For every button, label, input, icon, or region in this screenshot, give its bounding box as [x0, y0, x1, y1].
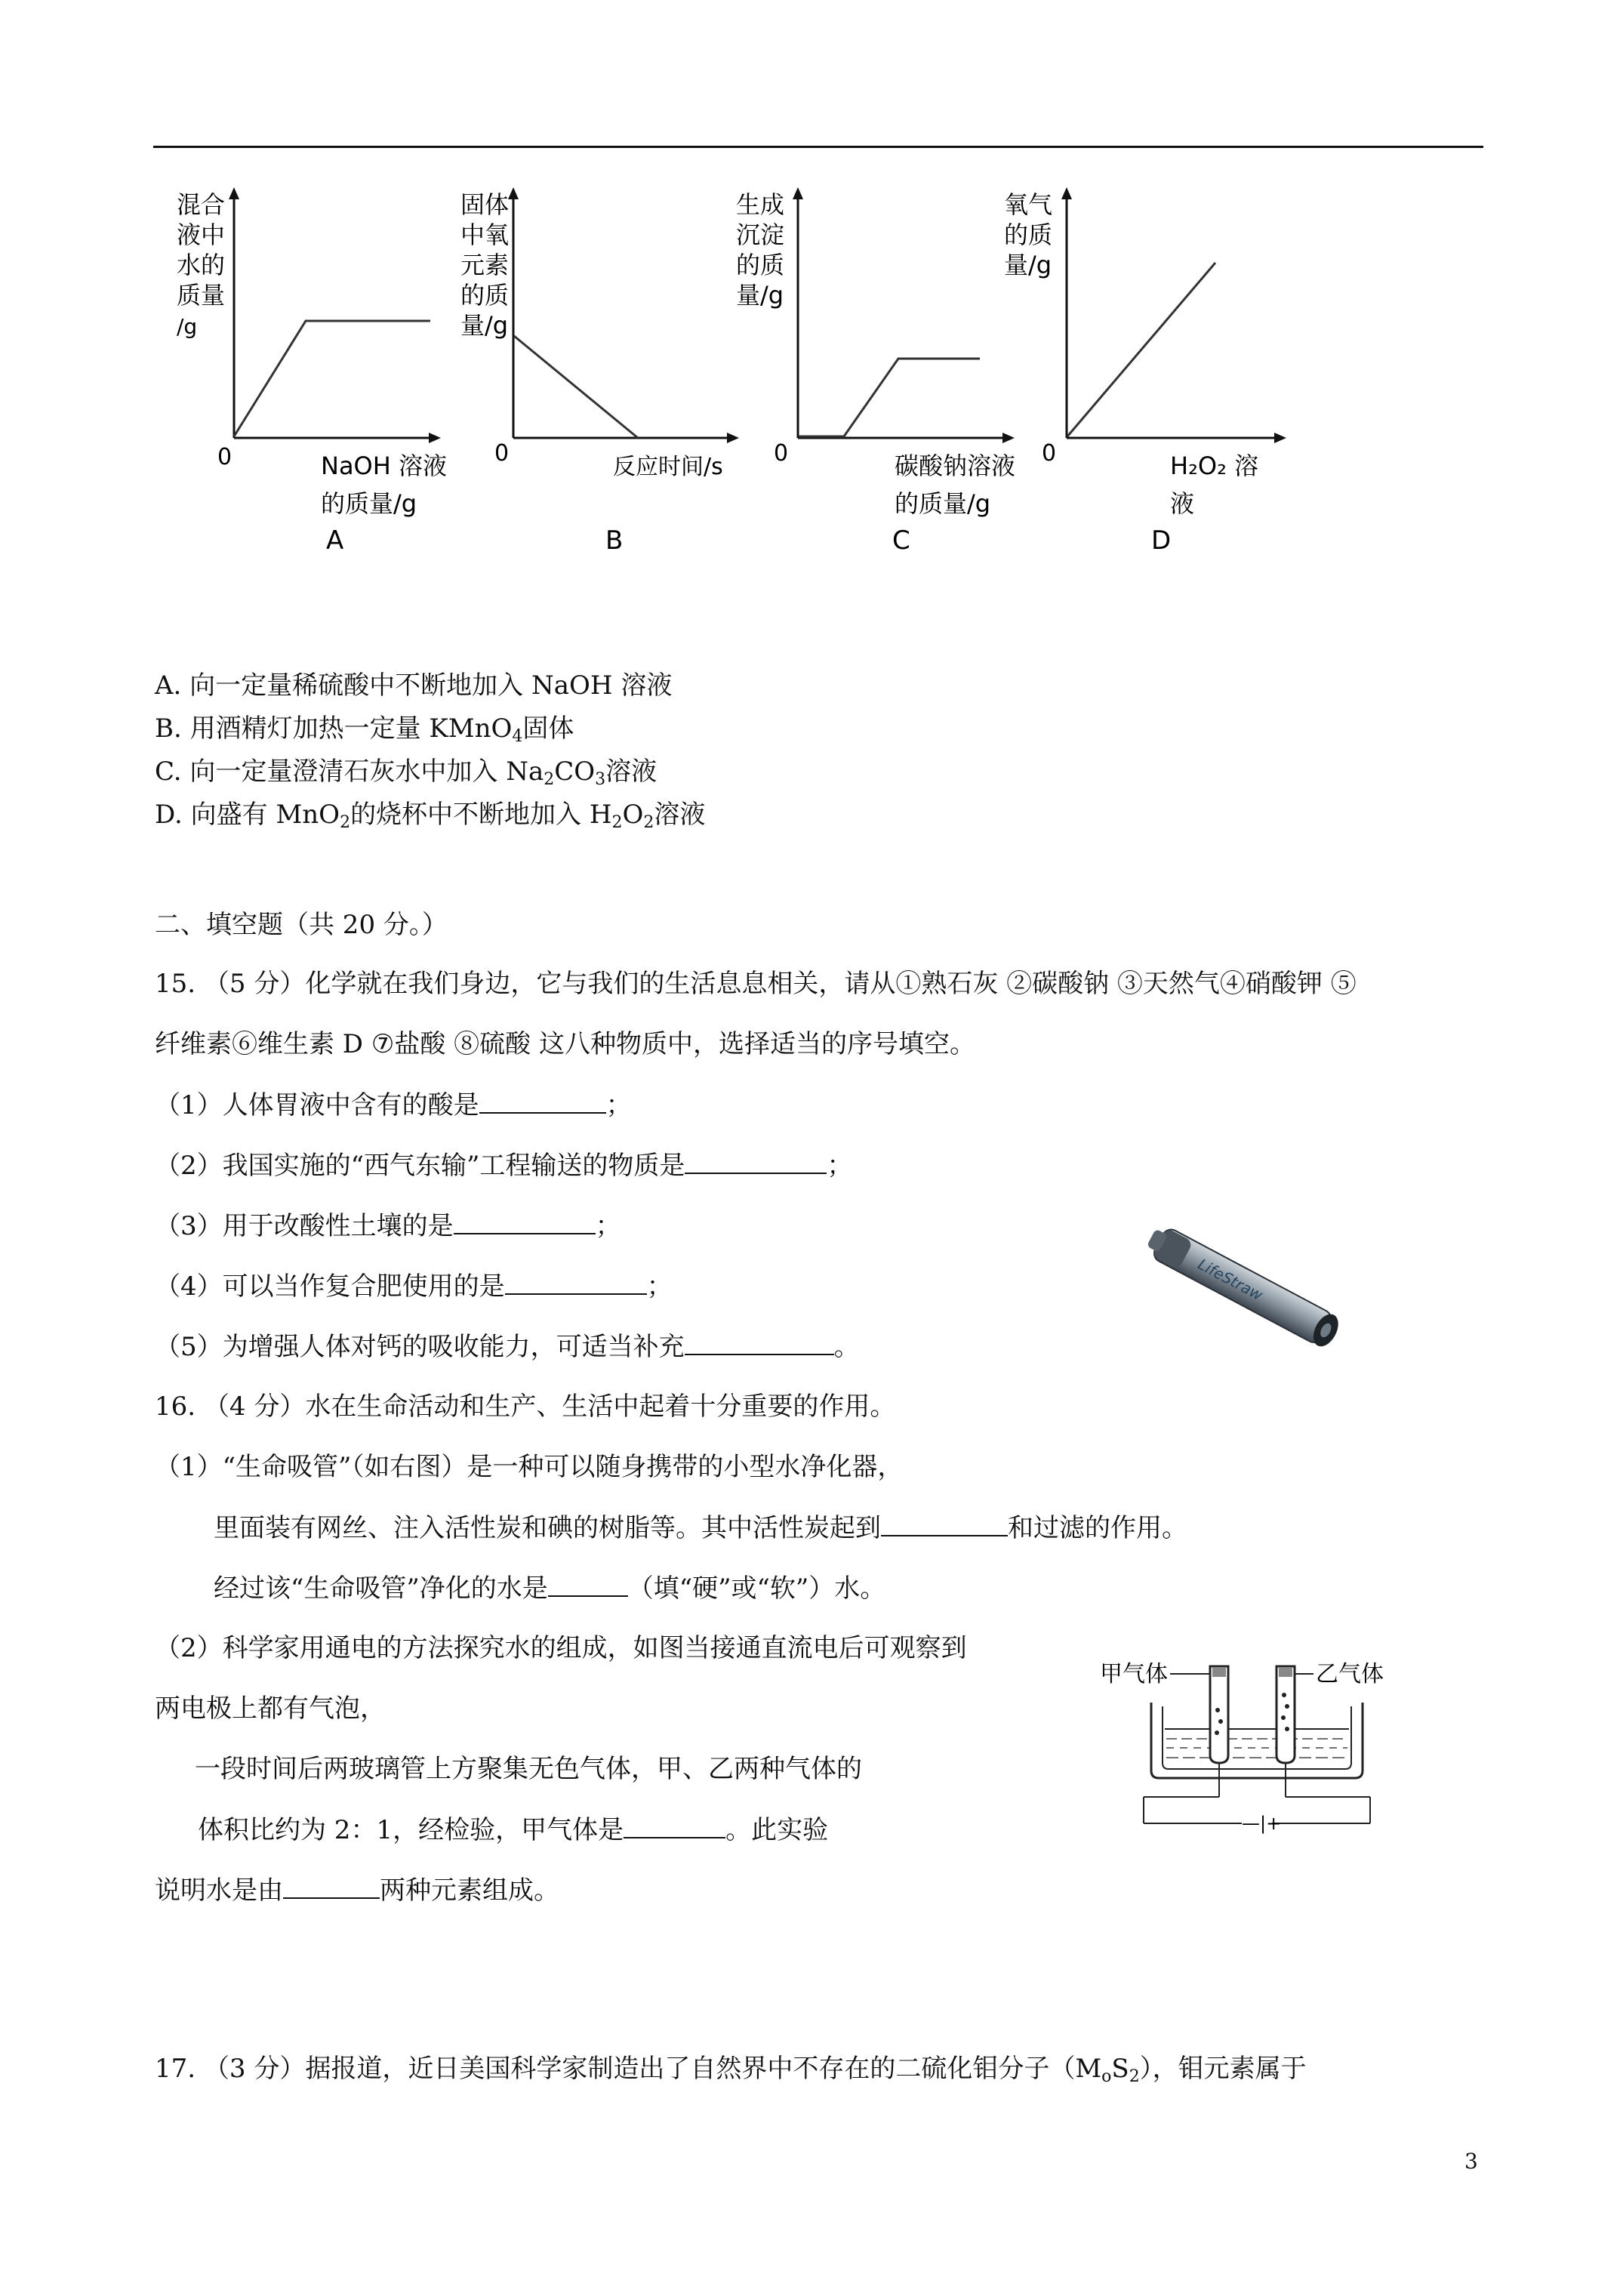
gas-b-label: 乙气体: [1316, 1661, 1384, 1687]
graph-c-ylabel-2: 的质: [736, 251, 785, 279]
graph-c-line: [799, 359, 980, 436]
graph-d-line: [1067, 263, 1215, 436]
graph-b-ylabel-3: 的质: [460, 281, 510, 310]
graph-a: [177, 187, 447, 556]
graph-c: [736, 187, 1015, 556]
gas-a-label: 甲气体: [1100, 1661, 1168, 1687]
graph-a-line: [234, 321, 430, 436]
graph-c-ylabel-3: 量/g: [736, 281, 784, 310]
graph-b-ylabel-0: 固体: [460, 190, 510, 219]
q15-item-5: （5）为增强人体对钙的吸收能力，可适当补充 。: [155, 1332, 860, 1362]
graph-a-xlabel-0: NaOH 溶液: [321, 451, 447, 480]
graph-c-origin: 0: [774, 440, 789, 467]
answer-blank[interactable]: [881, 1512, 1008, 1536]
q15-item-4: （4）可以当作复合肥使用的是 ；: [155, 1271, 673, 1302]
q15-item-3: （3）用于改酸性土壤的是 ；: [155, 1211, 621, 1241]
graph-a-origin: 0: [217, 444, 233, 470]
electrolysis-diagram: [1098, 1650, 1423, 1838]
top-rule: [153, 146, 1483, 148]
graph-c-xlabel-1: 的质量/g: [895, 489, 991, 518]
q16-part1-line3: 经过该“生命吸管”净化的水是 （填“硬”或“软”）水。: [214, 1573, 886, 1604]
graph-b-xlabel-0: 反应时间/s: [613, 454, 723, 480]
battery-symbol: —|+: [1242, 1813, 1282, 1834]
graph-d: [1004, 187, 1286, 556]
option-b: B. 用酒精灯加热一定量 KMnO$_4$固体: [155, 713, 574, 746]
graph-b-letter: B: [605, 525, 624, 556]
graph-a-ylabel-0: 混合: [177, 190, 226, 219]
q16-part2-line4: 体积比约为 2：1，经检验，甲气体是 。此实验: [198, 1815, 829, 1845]
graph-d-xlabel-1: 液: [1170, 489, 1195, 518]
graph-a-ylabel-4: /g: [177, 314, 198, 339]
answer-blank[interactable]: [685, 1150, 827, 1174]
graph-c-xlabel-0: 碳酸钠溶液: [895, 451, 1016, 480]
answer-blank[interactable]: [548, 1573, 628, 1597]
answer-blank[interactable]: [283, 1875, 380, 1899]
option-d: D. 向盛有 MnO$_2$的烧杯中不断地加入 $H_2O_2$溶液: [155, 800, 706, 832]
graph-b-ylabel-4: 量/g: [460, 311, 509, 340]
q16-part2-line1: （2）科学家用通电的方法探究水的组成，如图当接通直流电后可观察到: [155, 1633, 967, 1663]
answer-blank[interactable]: [479, 1089, 606, 1114]
answer-blank[interactable]: [505, 1271, 647, 1295]
graph-b-ylabel-1: 中氧: [460, 220, 510, 249]
q15-stem-line2: 纤维素⑥维生素 D ⑦盐酸 ⑧硫酸 这八种物质中，选择适当的序号填空。: [155, 1029, 975, 1059]
answer-blank[interactable]: [685, 1331, 834, 1355]
graph-d-ylabel-1: 的质: [1004, 220, 1053, 249]
q15-item-1: （1）人体胃液中含有的酸是 ；: [155, 1090, 632, 1120]
answer-blank[interactable]: [624, 1814, 725, 1838]
graph-d-ylabel-2: 量/g: [1004, 251, 1052, 279]
straw-brand-text: LifeStraw: [1194, 1255, 1266, 1305]
graph-c-letter: C: [892, 525, 910, 556]
option-a: A. 向一定量稀硫酸中不断地加入 NaOH 溶液: [155, 670, 673, 701]
q16-part1-line2: 里面装有网丝、注入活性炭和碘的树脂等。其中活性炭起到 和过滤的作用。: [214, 1513, 1187, 1543]
graph-c-ylabel-1: 沉淀: [736, 220, 785, 249]
option-c: C. 向一定量澄清石灰水中加入 $Na_2CO_3$溶液: [155, 757, 658, 789]
q17-stem: 17. （3 分）据报道，近日美国科学家制造出了自然界中不存在的二硫化钼分子$(M_oS_2)$，钼元素属于: [155, 2054, 1307, 2086]
graph-d-letter: D: [1151, 525, 1172, 556]
page-number: 3: [1464, 2149, 1478, 2174]
graph-d-origin: 0: [1042, 440, 1057, 467]
answer-blank[interactable]: [454, 1210, 596, 1234]
graph-b-origin: 0: [494, 440, 510, 467]
graph-b-line: [514, 336, 638, 438]
graph-c-ylabel-0: 生成: [736, 190, 785, 219]
graph-d-xlabel-0: H₂O₂ 溶: [1170, 451, 1259, 480]
q16-part2-line2: 两电极上都有气泡，: [155, 1693, 386, 1724]
graph-a-xlabel-1: 的质量/g: [321, 489, 417, 518]
graph-b-ylabel-2: 元素: [460, 251, 510, 279]
q16-part2-line3: 一段时间后两玻璃管上方聚集无色气体，甲、乙两种气体的: [195, 1754, 862, 1784]
q16-part2-line5: 说明水是由 两种元素组成。: [155, 1875, 559, 1906]
q15-stem-line1: 15. （5 分）化学就在我们身边，它与我们的生活息息相关，请从①熟石灰 ②碳酸钠 ③天然气④硝酸钾 ⑤: [155, 969, 1357, 999]
answer-graphs: [151, 174, 1329, 566]
graph-a-ylabel-3: 质量: [177, 281, 226, 310]
q16-part1-line1: （1）“生命吸管”（如右图）是一种可以随身携带的小型水净化器，: [155, 1452, 904, 1482]
life-straw-image: [1132, 1208, 1381, 1374]
graph-d-ylabel-0: 氧气: [1004, 190, 1053, 219]
q16-stem: 16. （4 分）水在生命活动和生产、生活中起着十分重要的作用。: [155, 1391, 896, 1422]
graph-a-ylabel-1: 液中: [177, 220, 226, 249]
section-heading: 二、填空题（共 20 分。）: [155, 910, 448, 940]
graph-a-ylabel-2: 水的: [177, 251, 226, 279]
q15-item-2: （2）我国实施的“西气东输”工程输送的物质是 ；: [155, 1151, 853, 1181]
graph-a-letter: A: [326, 525, 344, 556]
graph-b: [460, 187, 739, 556]
